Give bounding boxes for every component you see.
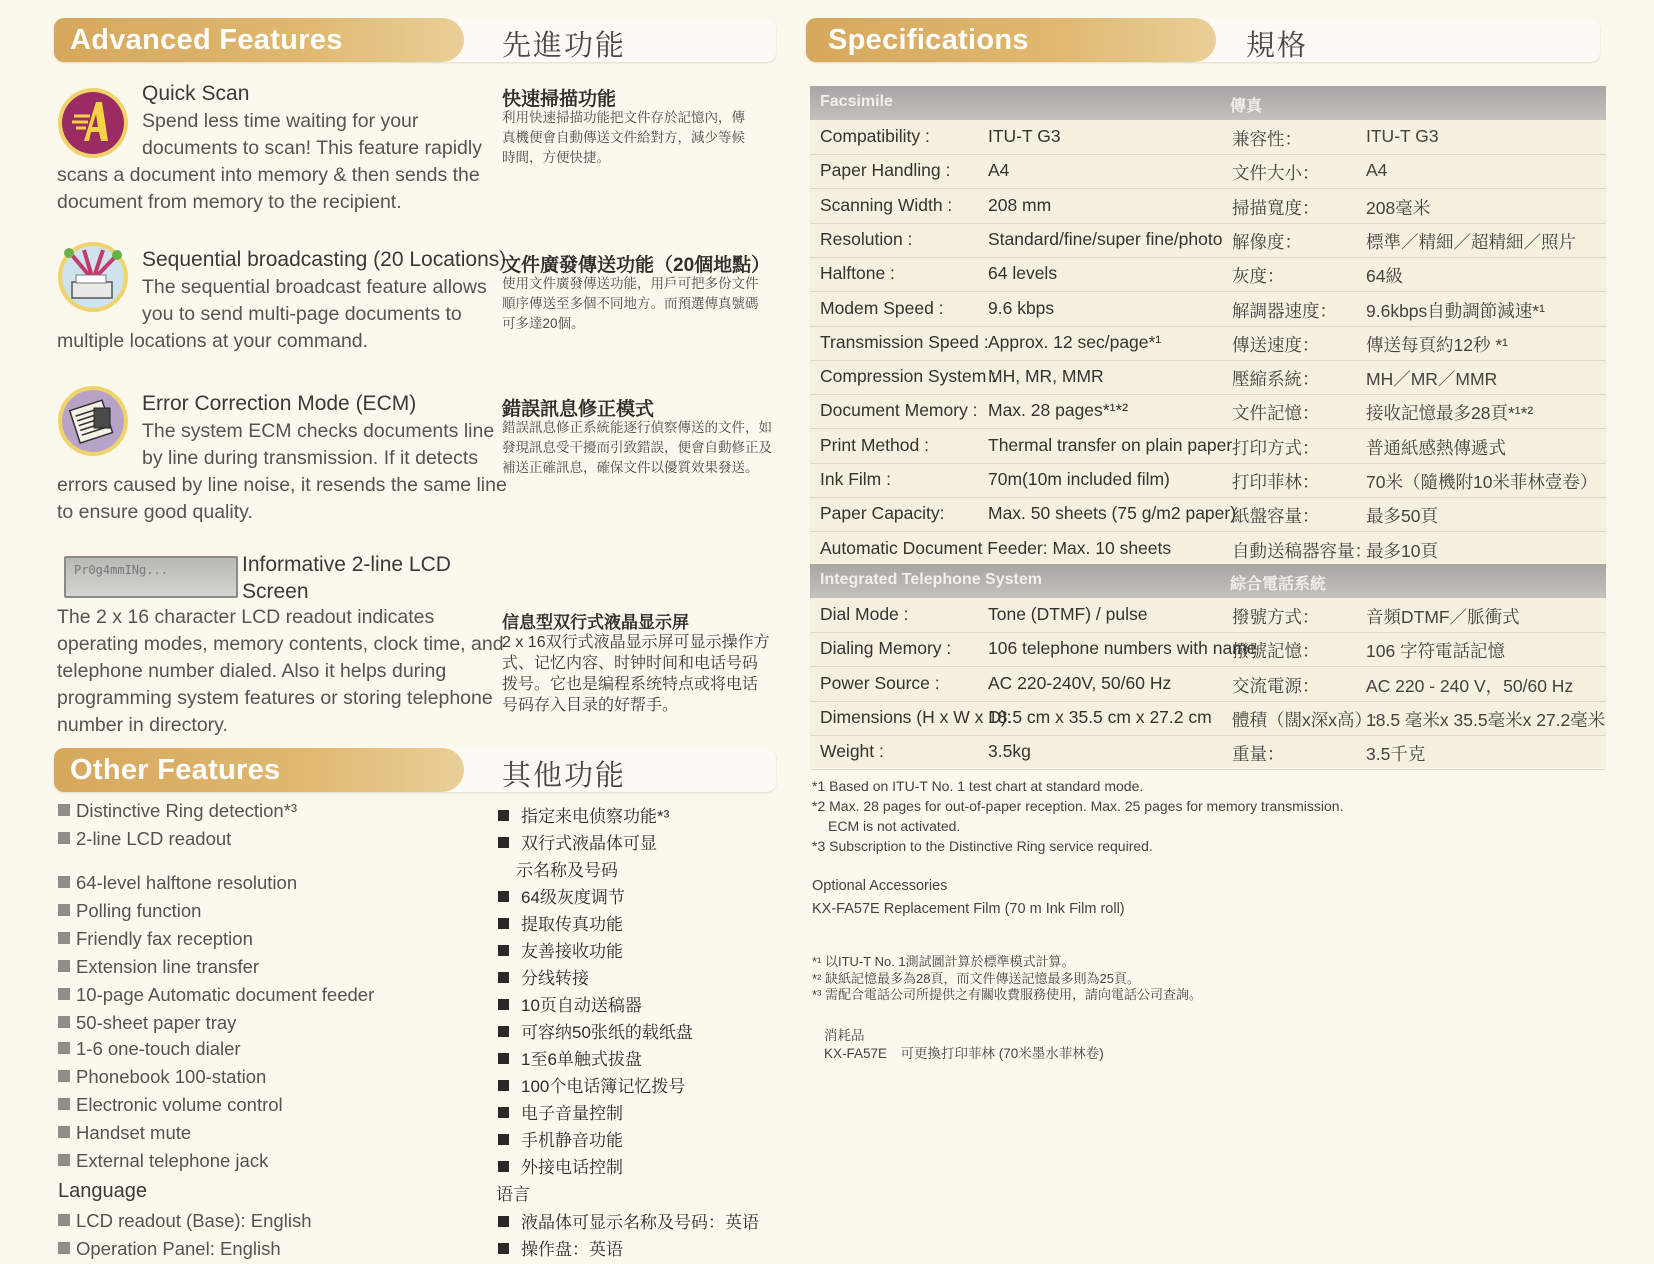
- list-item: LCD readout (Base): English: [58, 1210, 311, 1232]
- spec-value: Thermal transfer on plain paper: [988, 434, 1233, 455]
- list-item: 1-6 one-touch dialer: [58, 1038, 241, 1060]
- ecm-title: Error Correction Mode (ECM): [142, 392, 417, 415]
- list-item: 50-sheet paper tray: [58, 1012, 236, 1034]
- list-item: 10页自动送稿器: [498, 991, 642, 1016]
- lcd-body: [57, 604, 507, 739]
- quick-scan-body-line: scans a document into memory & then sends the: [57, 164, 480, 186]
- spec-value: A4: [988, 160, 1010, 181]
- spec-value: AC 220-240V, 50/60 Hz: [988, 672, 1172, 693]
- spec-value-zh: 106 字符電話記憶: [1366, 641, 1506, 662]
- accessories-item-zh: KX-FA57E 可更換打印菲林 (70米墨水菲林卷): [824, 1046, 1104, 1061]
- spec-label: Power Source :: [820, 672, 940, 693]
- spec-value-zh: AC 220 - 240 V，50/60 Hz: [1366, 675, 1574, 696]
- specifications-title: Specifications: [828, 24, 1029, 56]
- specifications-title-zh: 規格: [1246, 30, 1309, 62]
- list-item: 64级灰度调节: [498, 883, 625, 908]
- spec-value: Max. 28 pages*¹*²: [988, 400, 1129, 421]
- list-item: Friendly fax reception: [58, 928, 253, 950]
- lcd-title-line: Screen: [242, 580, 309, 603]
- quick-scan-title-zh: 快速掃描功能: [502, 89, 617, 110]
- spec-label-zh: 兼容性：: [1232, 129, 1302, 149]
- table-row: [810, 632, 1606, 667]
- spec-label: Automatic Document Feeder: Max. 10 sheets: [820, 537, 1172, 558]
- zh-line: 号码存入目录的好帮手。: [502, 697, 679, 714]
- spec-value-zh: 3.5千克: [1366, 744, 1426, 765]
- ecm-body-line: to ensure good quality.: [57, 501, 253, 523]
- table-row: [810, 532, 1606, 567]
- list-item: Electronic volume control: [58, 1094, 283, 1116]
- broadcast-title-zh: 文件廣發傳送功能（20個地點）: [502, 255, 771, 276]
- lcd-body-line: number in directory.: [57, 714, 228, 736]
- list-item: 可容纳50张纸的载纸盘: [498, 1018, 693, 1043]
- list-item: 指定来电侦察功能*³: [498, 802, 669, 827]
- footnote: *2 Max. 28 pages for out-of-paper reception. Max. 25 pages for memory transmission.: [812, 798, 1344, 814]
- quick-scan-body-line: documents to scan! This feature rapidly: [142, 137, 482, 159]
- ecm-body-line: The system ECM checks documents line: [142, 420, 495, 442]
- language-list-zh: [498, 1208, 798, 1262]
- table-row: [810, 394, 1606, 429]
- table-row: [810, 120, 1606, 155]
- spec-value: Tone (DTMF) / pulse: [988, 604, 1148, 624]
- list-item: 示名称及号码: [516, 861, 618, 880]
- spec-label: Resolution :: [820, 228, 913, 249]
- table-row: [810, 360, 1606, 395]
- table-row: [810, 667, 1606, 702]
- group-label-zh: 傳真: [1230, 98, 1263, 115]
- lcd-title-zh: 信息型双行式液晶显示屏: [502, 613, 689, 632]
- broadcast-body-line: multiple locations at your command.: [57, 330, 369, 352]
- quick-scan-title: Quick Scan: [142, 82, 250, 105]
- spec-label: Paper Capacity:: [820, 503, 945, 524]
- zh-line: 時間，方便快捷。: [502, 150, 610, 165]
- spec-label-zh: 解像度：: [1232, 231, 1302, 252]
- language-heading: Language: [58, 1180, 147, 1202]
- zh-line: 真機便會自動傳送文件給對方，減少等候: [502, 130, 745, 145]
- spec-label-zh: 撥號記憶：: [1232, 641, 1320, 662]
- footnotes-en: [812, 776, 1343, 856]
- lcd-body-line: operating modes, memory contents, clock time, and: [57, 633, 504, 655]
- spec-value-zh: 最多10頁: [1366, 540, 1438, 561]
- table-row: [810, 326, 1606, 361]
- table-row: [810, 701, 1606, 736]
- spec-value: 64 levels: [988, 263, 1058, 284]
- spec-label: Scanning Width :: [820, 194, 953, 215]
- spec-label-zh: 打印菲林：: [1232, 472, 1320, 492]
- table-row: [810, 154, 1606, 189]
- list-item: 10-page Automatic document feeder: [58, 984, 374, 1006]
- accessories-title-zh: 消耗品: [824, 1028, 865, 1043]
- other-features-title-zh: 其他功能: [502, 760, 627, 792]
- spec-label-zh: 文件記憶：: [1232, 403, 1320, 424]
- spec-value-zh: 接收記憶最多28頁*¹*²: [1366, 403, 1534, 424]
- spec-value: 208 mm: [988, 194, 1052, 215]
- table-row: [810, 598, 1606, 633]
- zh-line: 補送正確訊息，確保文件以優質效果發送。: [502, 460, 759, 475]
- zh-line: 式、记忆内容、时钟时间和电话号码: [502, 655, 759, 672]
- lcd-title-line: Informative 2-line LCD: [242, 553, 451, 576]
- spec-value-zh: 普通紙感熱傳遞式: [1366, 437, 1506, 458]
- list-item: 手机静音功能: [498, 1126, 623, 1151]
- spec-value-zh: ITU-T G3: [1366, 126, 1439, 146]
- broadcast-body-line: The sequential broadcast feature allows: [142, 276, 487, 298]
- spec-value: 70m(10m included film): [988, 469, 1170, 489]
- spec-label: Dial Mode :: [820, 604, 909, 624]
- lcd-text: Pr0g4mmINg...: [74, 563, 168, 577]
- footnote: ECM is not activated.: [828, 818, 961, 834]
- table-row: [810, 497, 1606, 532]
- footnotes-zh: [812, 954, 1202, 1004]
- spec-label: Compression System :: [820, 366, 997, 387]
- spec-label-zh: 交流電源：: [1232, 675, 1320, 696]
- table-row: [810, 429, 1606, 464]
- spec-label-zh: 重量：: [1232, 744, 1285, 765]
- other-features-header: [54, 748, 776, 792]
- zh-line: 使用文件廣發傳送功能，用戶可把多份文件: [502, 276, 759, 291]
- spec-label-zh: 撥號方式：: [1232, 607, 1320, 627]
- advanced-features-title: Advanced Features: [70, 24, 343, 56]
- spec-value-zh: 64級: [1366, 266, 1403, 287]
- spec-value: 9.6 kbps: [988, 297, 1055, 318]
- spec-value: 18.5 cm x 35.5 cm x 27.2 cm: [988, 706, 1212, 727]
- spec-value: Standard/fine/super fine/photo: [988, 228, 1223, 249]
- spec-value-zh: 傳送每頁約12秒 *¹: [1366, 334, 1508, 355]
- spec-value-zh: A4: [1366, 160, 1388, 181]
- table-row: [810, 223, 1606, 258]
- lcd-screen-image: [64, 556, 238, 598]
- spec-label: Compatibility :: [820, 126, 930, 146]
- advanced-features-title-zh: 先進功能: [502, 30, 627, 62]
- zh-line: 拨号。它也是编程系统特点或将电话: [502, 676, 759, 693]
- list-item: 操作盘：英语: [498, 1235, 623, 1260]
- spec-label: Dimensions (H x W x D):: [820, 706, 1012, 727]
- spec-label-zh: 打印方式：: [1232, 437, 1320, 458]
- accessories-item: KX-FA57E Replacement Film (70 m Ink Film roll): [812, 901, 1125, 917]
- broadcast-body-line: you to send multi-page documents to: [142, 303, 462, 325]
- group-label-zh: 綜合電話系統: [1230, 576, 1327, 593]
- list-item: 100个电话簿记忆拨号: [498, 1072, 685, 1097]
- footnote: *¹ 以ITU-T No. 1測試圖計算於標準模式計算。: [812, 954, 1075, 969]
- zh-line: 發現訊息受干擾而引致錯誤，便會自動修正及: [502, 440, 772, 455]
- ecm-title-zh: 錯誤訊息修正模式: [502, 399, 655, 420]
- spec-value-zh: 208毫米: [1366, 197, 1431, 218]
- accessories-title: Optional Accessories: [812, 878, 948, 894]
- table-row: [810, 257, 1606, 292]
- spec-value: Max. 50 sheets (75 g/m2 paper): [988, 503, 1237, 524]
- group-label: Integrated Telephone System: [820, 571, 1042, 588]
- list-item: External telephone jack: [58, 1150, 268, 1172]
- specifications-table: [810, 86, 1606, 768]
- facsimile-group-header: [810, 86, 1606, 120]
- spec-label: Print Method :: [820, 434, 929, 455]
- spec-value-zh: MH／MR／MMR: [1366, 369, 1498, 390]
- table-row: [810, 292, 1606, 327]
- spec-label: Dialing Memory :: [820, 638, 952, 659]
- specifications-header: [806, 18, 1600, 62]
- spec-label-zh: 體積（闊x深x高）:: [1232, 709, 1377, 730]
- footnote: *² 缺紙記憶最多為28頁，而文件傳送記憶最多則為25頁。: [812, 970, 1140, 986]
- lcd-body-line: programming system features or storing telephone: [57, 687, 493, 709]
- spec-value: 106 telephone numbers with name: [988, 638, 1257, 659]
- telephone-group-header: [810, 564, 1606, 598]
- list-item: 外接电话控制: [498, 1153, 623, 1178]
- spec-label: Modem Speed :: [820, 297, 944, 318]
- group-label: Facsimile: [820, 93, 893, 110]
- list-item: 分线转接: [498, 964, 589, 989]
- spec-label: Halftone :: [820, 263, 895, 284]
- broadcast-body: [57, 274, 497, 355]
- spec-label-zh: 解調器速度：: [1232, 300, 1337, 321]
- spec-value: 3.5kg: [988, 741, 1031, 762]
- spec-label-zh: 傳送速度：: [1232, 334, 1320, 355]
- advanced-features-header: [54, 18, 776, 62]
- spec-value-zh: 音頻DTMF／脈衝式: [1366, 607, 1520, 627]
- spec-label: Paper Handling :: [820, 160, 951, 181]
- broadcast-body-zh: [502, 274, 759, 334]
- table-row: [810, 735, 1606, 770]
- spec-label-zh: 自動送稿器容量：: [1232, 540, 1372, 561]
- list-item: Phonebook 100-station: [58, 1066, 266, 1088]
- list-item: 提取传真功能: [498, 910, 623, 935]
- spec-label: Document Memory :: [820, 400, 978, 421]
- spec-value-zh: 9.6kbps自動調節減速*¹: [1366, 300, 1545, 321]
- spec-label-zh: 文件大小：: [1232, 163, 1320, 184]
- list-item: 友善接收功能: [498, 937, 623, 962]
- footnote: *3 Subscription to the Distinctive Ring service required.: [812, 838, 1153, 854]
- language-list: [58, 1210, 478, 1264]
- other-features-list-zh: [498, 802, 798, 1182]
- ecm-body: [57, 418, 507, 526]
- zh-line: 錯誤訊息修正系統能逐行偵察傳送的文件，如: [502, 420, 772, 435]
- spec-label-zh: 掃描寬度：: [1232, 197, 1320, 218]
- ecm-body-line: errors caused by line noise, it resends the same line: [57, 474, 507, 496]
- zh-line: 2 x 16双行式液晶显示屏可显示操作方: [502, 634, 770, 651]
- spec-label: Weight :: [820, 741, 884, 762]
- list-item: 2-line LCD readout: [58, 828, 231, 850]
- quick-scan-body-line: document from memory to the recipient.: [57, 191, 402, 213]
- spec-value-zh: 70米（隨機附10米菲林壹卷）: [1366, 472, 1598, 492]
- lcd-body-line: telephone number dialed. Also it helps during: [57, 660, 447, 682]
- spec-value: Approx. 12 sec/page*¹: [988, 331, 1162, 352]
- spec-value-zh: 最多50頁: [1366, 506, 1438, 527]
- spec-value-zh: 18.5 毫米x 35.5毫米x 27.2毫米: [1366, 709, 1606, 730]
- footnote: *³ 需配合電話公司所提供之有關收費服務使用，請向電話公司查詢。: [812, 987, 1203, 1002]
- list-item: 双行式液晶体可显: [498, 829, 657, 854]
- spec-value-zh: 標準／精細／超精細／照片: [1366, 231, 1576, 252]
- quick-scan-body-zh: [502, 108, 745, 168]
- footnote: *1 Based on ITU-T No. 1 test chart at standard mode.: [812, 778, 1144, 794]
- list-item: 1至6单触式拔盘: [498, 1045, 642, 1070]
- spec-label-zh: 灰度：: [1232, 266, 1285, 287]
- list-item: 液晶体可显示名称及号码：英语: [498, 1208, 759, 1233]
- lcd-body-zh: [502, 632, 770, 716]
- zh-line: 可多達20個。: [502, 316, 585, 331]
- list-item: Distinctive Ring detection*³: [58, 800, 297, 822]
- lcd-body-line: The 2 x 16 character LCD readout indicates: [57, 606, 435, 628]
- quick-scan-body-line: Spend less time waiting for your: [142, 110, 419, 132]
- spec-value: ITU-T G3: [988, 126, 1061, 146]
- zh-line: 利用快速掃描功能把文件存於記憶內，傳: [502, 110, 745, 125]
- list-item: Polling function: [58, 900, 201, 922]
- spec-label: Ink Film :: [820, 469, 891, 489]
- spec-label-zh: 紙盤容量：: [1232, 506, 1320, 527]
- spec-label-zh: 壓縮系統：: [1232, 369, 1320, 390]
- spec-label: Transmission Speed :: [820, 331, 989, 352]
- lcd-title: [242, 551, 451, 605]
- other-features-list: [58, 800, 478, 1180]
- list-item: Extension line transfer: [58, 956, 259, 978]
- zh-line: 順序傳送至多個不同地方。而預選傳真號碼: [502, 296, 759, 311]
- list-item: Handset mute: [58, 1122, 191, 1144]
- spec-value: MH, MR, MMR: [988, 366, 1104, 387]
- list-item: Operation Panel: English: [58, 1238, 281, 1260]
- table-row: [810, 463, 1606, 498]
- list-item: 64-level halftone resolution: [58, 872, 297, 894]
- list-item: 电子音量控制: [498, 1099, 623, 1124]
- quick-scan-body: [57, 108, 497, 216]
- language-heading-zh: 语言: [496, 1185, 530, 1204]
- ecm-body-line: by line during transmission. If it detects: [142, 447, 478, 469]
- other-features-title: Other Features: [70, 754, 281, 786]
- broadcast-title: Sequential broadcasting (20 Locations): [142, 248, 507, 271]
- ecm-body-zh: [502, 418, 772, 478]
- table-row: [810, 189, 1606, 224]
